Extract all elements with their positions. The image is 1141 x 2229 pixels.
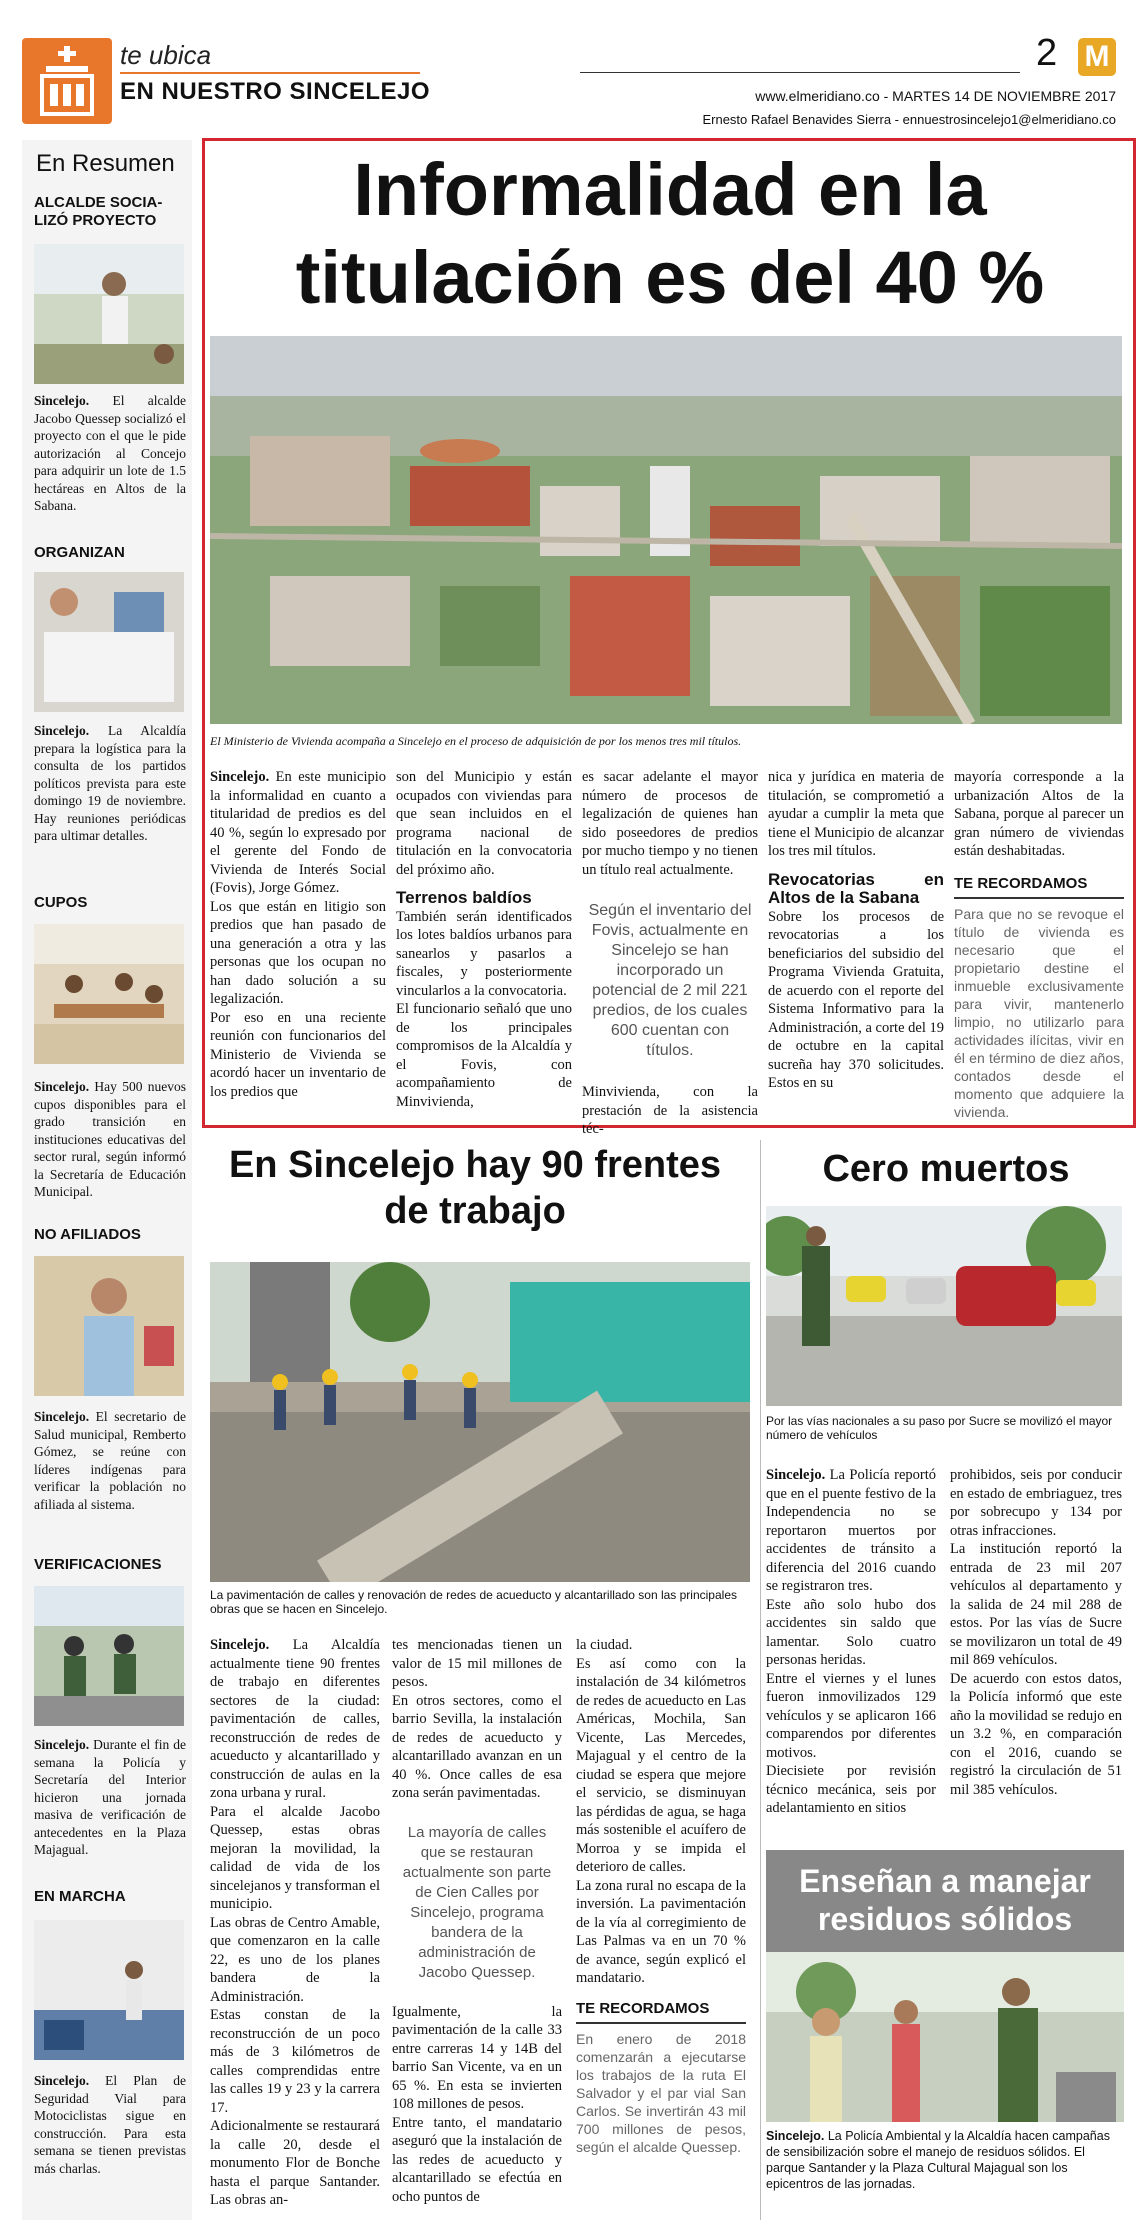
story2-column-2: tes mencionadas tienen un valor de 15 mil millones de pesos. En otros sectores, como el barrio Sevilla, la instalación de redes de acueducto y alcantarillado avanzan en un 40 %. Once calles de esa zona serán pavimentadas. La mayoría de calles que se restauran actualmente son parte de Cien Calles por Sincelejo, programa bandera de la administración de Jacobo Quessep. Igualmente, la pavimentación de la calle 33 entre carreras 14 y 14B del barrio San Vicente, va en un 65 %. En esta se invierten 108 millones de pesos. Entre tanto, el mandatario aseguró que la instalación de las redes de acueducto y alcantarillado se efectúa en ocho puntos de [392,1637,562,2205]
reminder-title: TE RECORDAMOS [576,2000,746,2025]
pull-quote: La mayoría de calles que se restauran actualmente son parte de Cien Calles por Sincelejo, programa bandera de la administración de Jacobo Quessep. [402,1823,552,1981]
main-column-2: son del Municipio y están ocupados con viviendas para que sean incluidos en el programa nacional de titulación en la convocatoria del próximo año. Terrenos baldíos También serán identificados los lotes baldíos urbanos para sanearlos y pasarlos a fiscales, y posteriormente vincularlos a la convocatoria. El funcionario señaló que uno de los principales compromisos de la Alcaldía y el Fovis, con acompañamiento de Minvivienda, [396,769,572,1110]
reminder-text: Para que no se revoque el título de vivienda es necesario que el propietario destine el inmueble exclusivamente para vivir, mantenerlo limpio, no utilizarlo para actividades ilícitas, vivir en él en término de diez años, contados desde el momento que adquiere la vivienda. [954,906,1124,1120]
header-rule [580,72,1020,73]
story2-column-1: Sincelejo. La Alcaldía actualmente tiene 90 frentes de trabajo en diferentes sectores de la ciudad: pavimentación de calles, reconstrucción de redes de acueducto y alcantarillado y construcción de aulas en la zona urbana y rural. Para el alcalde Jacobo Quessep, estas obras mejoran la movilidad, la calidad de vida de los sincelejanos y transforman el municipio. Las obras de Centro Amable, que comenzaron en la calle 22, es uno de los planes bandera de la Administración. Estas constan de la reconstrucción de un poco más de 3 kilómetros de calles comprendidas entre las calles 19 y 23 y la carrera 17. Adicionalmente se restaurará la calle 20, desde el monumento Flor de Bonche hasta el parque Santander. Las obras an- [210,1637,380,2208]
tagline-divider [120,72,420,74]
sidebar-text: Sincelejo. El Plan de Seguridad Vial para Motociclistas sigue en construcción. Para esta semana se tienen previstas más charlas. [34,2073,186,2176]
sidebar-heading: CUPOS [34,894,88,911]
story3-column-1: Sincelejo. La Policía reportó que en el puente festivo de la Independencia no se reportaron muertos por accidentes de tránsito a diferencia del 2016 cuando se registraron tres. Este año solo hubo dos accidentes sin saldo que lamentar. Solo cuatro personas heridas. Entre el viernes y el lunes fueron inmovilizados 129 vehículos y se aplicaron 166 comparendos por diferentes motivos. Diecisiete por revisión técnico mecánica, seis por adelantamiento en sitios [766,1467,936,1816]
page-number: 2 [1036,32,1058,74]
sidebar-text: Sincelejo. Durante el fin de semana la Policía y Secretaría del Interior hicieron una jornada masiva de verificación de antecedentes en la Plaza Majagual. [34,1737,186,1857]
story4-caption: Sincelejo. La Policía Ambiental y la Alcaldía hacen campañas de sensibilización sobre el manejo de residuos sólidos. El parque Santander y la Plaza Cultural Majagual son los epicentros de las jornadas. [766,2129,1110,2191]
section-tagline: te ubica [120,40,212,70]
main-photo-caption: El Ministerio de Vivienda acompaña a Sincelejo en el proceso de adquisición de por los menos tres mil títulos. [210,734,742,748]
sidebar-photo-classroom [34,924,184,1064]
section-logo [22,38,112,124]
sidebar-photo-health-secretary [34,1256,184,1396]
sidebar-photo-mayor [34,244,184,384]
story3-caption: Por las vías nacionales a su paso por Sucre se movilizó el mayor número de vehículos [766,1414,1113,1442]
waste-campaign-photo [766,1952,1124,2122]
sidebar-text: Sincelejo. La Alcaldía prepara la logística para la consulta de los partidos políticos prevista para este domingo 19 de noviembre. Hay reuniones periódicas para ultimar detalles. [34,723,186,843]
aerial-city-photo [210,336,1122,724]
reminder-text: En enero de 2018 comenzarán a ejecutarse los trabajos de la ruta El Salvador y el par vial San Carlos. Se invertirán 43 mil 700 millones de pesos, según el alcalde Quessep. [576,2031,746,2155]
brand-logo: M [1078,38,1116,76]
column-divider [760,1140,761,2220]
main-column-4: nica y jurídica en materia de titulación, se comprometió a ayudar a cumplir la meta que tiene el Municipio de alcanzar los tres mil títulos. Revocatorias en Altos de la Sabana Sobre los procesos de revocatorias a los beneficiarios del subsidio del Programa Vivienda Gratuita, de acuerdo con el reporte del Sistema Informativo para la Administración, a corte del 19 de octubre en la capital sucreña hay 370 solicitudes. Estos en su [768,769,944,1091]
sidebar-text: Sincelejo. El secretario de Salud municipal, Remberto Gómez, se reúne con líderes indígenas para verificar la población no afiliada al sistema. [34,1409,186,1512]
author-line: Ernesto Rafael Benavides Sierra - ennuestrosincelejo1@elmeridiano.co [702,112,1116,127]
sidebar-photo-meeting [34,572,184,712]
story4-banner [766,1850,1124,1952]
sidebar-title: En Resumen [36,150,175,177]
main-headline: Informalidad en la titulación es del 40 % [295,148,1045,319]
story4-headline: Enseñan a manejar residuos sólidos [799,1863,1091,1937]
road-works-photo [210,1262,750,1582]
police-traffic-photo [766,1206,1122,1406]
main-column-1: Sincelejo. En este municipio la informalidad en cuanto a titularidad de predios es del 40 %, según lo expresado por el gerente del Fondo de Vivienda de Interés Social (Fovis), Jorge Gómez. Los que están en litigio son predios que han pasado de una generación a otra y las personas que los ocupan no han dado solución a su legalización. Por eso en una reciente reunión con funcionarios del Ministerio de Vivienda se acordó hacer un inventario de los predios que [210,769,386,1100]
pull-quote: Según el inventario del Fovis, actualmente en Sincelejo se han incorporado un potencial de 2 mil 221 predios, de los cuales 600 cuentan con títulos. [588,902,752,1059]
sidebar-heading: EN MARCHA [34,1888,126,1905]
story3-column-2: prohibidos, seis por conducir en estado de embriaguez, tres por sobrecupo y 134 por otras infracciones. La institución reportó la entrada de 23 mil 207 vehículos al departamento y la salida de 24 mil 288 de estos. Por las vías de Sucre se movilizaron un total de 49 mil 869 vehículos. De acuerdo con estos datos, la Policía informó que este año la movilidad se redujo en un 3.2 %, en comparación con el 2016, cuando se registró la circulación de 51 mil 385 vehículos. [950,1467,1122,1798]
sidebar-photo-police-checkpoint [34,1586,184,1726]
sidebar-heading: NO AFILIADOS [34,1226,141,1243]
main-column-5: mayoría corresponde a la urbanización Altos de la Sabana, porque al parecer un gran número de viviendas están deshabitadas. TE RECORDAMOS Para que no se revoque el título de vivienda es necesario que el propietario destine el inmueble exclusivamente para vivir, mantenerlo limpio, no utilizarlo para actividades ilícitas, vivir en él en término de diez años, contados desde el momento que adquiere la vivienda. [954,769,1124,1120]
church-icon [36,44,98,118]
sidebar-text: Sincelejo. El alcalde Jacobo Quessep socializó el proyecto con el que le pide autorización al Concejo para adquirir un lote de 1.5 hectáreas en Altos de la Sabana. [34,393,186,513]
story2-headline: En Sincelejo hay 90 frentes de trabajo [228,1144,722,1232]
sidebar-heading: VERIFICACIONES [34,1556,162,1573]
main-column-3: es sacar adelante el mayor número de procesos de legalización de quienes han sido poseedores de predios por mucho tiempo y no tienen un título real actualmente. Según el inventario del Fovis, actualmente en Sincelejo se han incorporado un potencial de 2 mil 221 predios, de los cuales 600 cuentan con títulos. Minvivienda, con la prestación de la asistencia téc- [582,769,758,1137]
issue-date: www.elmeridiano.co - MARTES 14 DE NOVIEMBRE 2017 [755,88,1116,104]
story3-headline: Cero muertos [822,1148,1070,1190]
reminder-title: TE RECORDAMOS [954,875,1124,900]
story2-column-3: la ciudad. Es así como con la instalación de 34 kilómetros de redes de acueducto en Las Américas, Mochila, San Vicente, Las Mercedes, Majagual y el centro de la ciudad se espera que mejore el servicio, se disminuyan las pérdidas de agua, se haga más sostenible el acuífero de Morroa y se impida el deterioro de calles. La zona rural no escapa de la inversión. La pavimentación de la vía al corregimiento de Las Palmas va en un 70 % de avance, según explicó el mandatario. TE RECORDAMOS En enero de 2018 comenzarán a ejecutarse los trabajos de la ruta El Salvador y el par vial San Carlos. Se invertirán 43 mil 700 millones de pesos, según el alcalde Quessep. [576,1637,746,2155]
sidebar-photo-road-safety-talk [34,1920,184,2060]
sidebar-heading: ALCALDE SOCIA-LIZÓ PROYECTO [34,194,163,229]
sidebar-heading: ORGANIZAN [34,544,125,561]
story2-caption: La pavimentación de calles y renovación de redes de acueducto y alcantarillado son las principales obras que se hacen en Sincelejo. [210,1588,737,1616]
section-title: EN NUESTRO SINCELEJO [120,78,431,105]
sidebar-text: Sincelejo. Hay 500 nuevos cupos disponibles para el grado transición en instituciones educativas del sector rural, según informó la Secretaría de Educación Municipal. [34,1079,186,1199]
